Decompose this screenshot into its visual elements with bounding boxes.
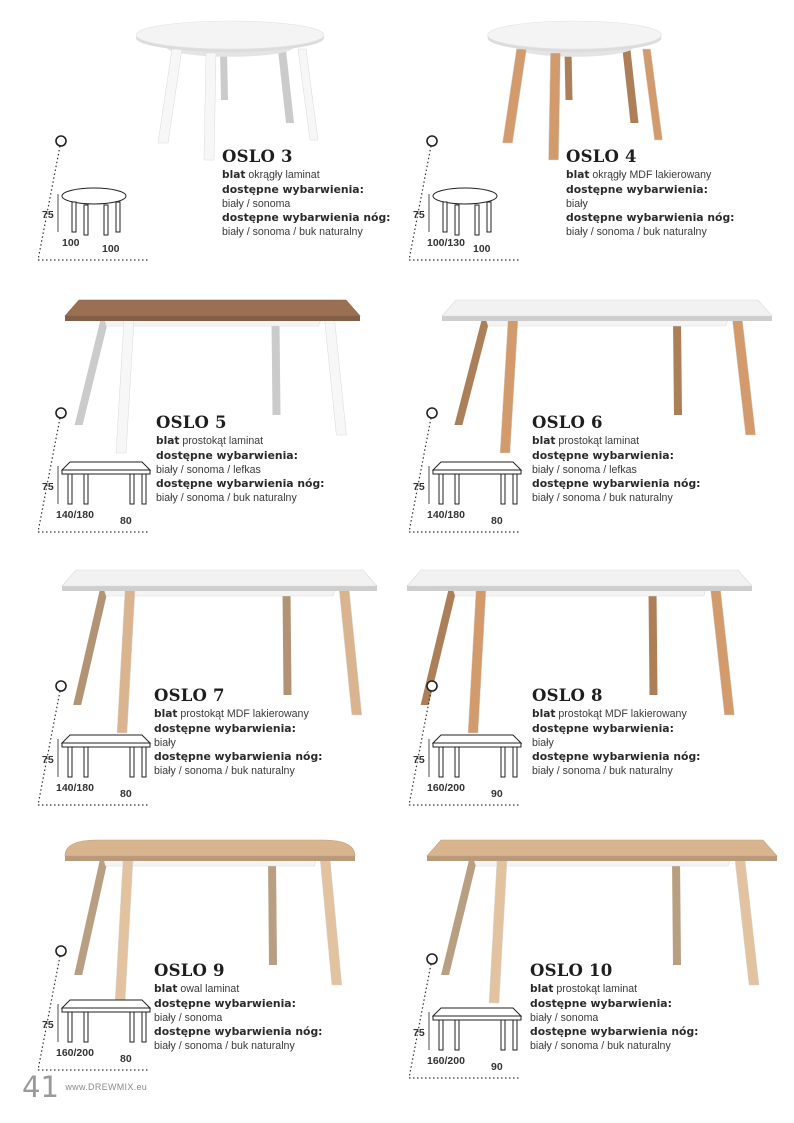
legs-label: dostępne wybarwienia nóg:: [566, 211, 735, 225]
legs-value: biały / sonoma / buk naturalny: [154, 765, 295, 778]
dimension-height: 75: [413, 754, 425, 766]
table-photo: [130, 15, 330, 165]
top-value: prostokąt laminat: [556, 983, 638, 995]
product-info: [154, 686, 384, 778]
table-top-edge: [65, 316, 360, 321]
colors-value: biały / sonoma / lefkas: [156, 463, 261, 476]
product-card: [0, 0, 397, 275]
dimension-width: 160/200: [427, 1055, 465, 1067]
table-leg: [549, 53, 561, 160]
dimension-drawing: [403, 130, 528, 265]
top-label: blat: [154, 983, 178, 995]
legs-label: dostępne wybarwienia nóg:: [154, 1025, 323, 1039]
product-name: OSLO 10: [530, 961, 613, 980]
product-card: [397, 0, 794, 275]
dimension-width: 160/200: [427, 782, 465, 794]
colors-label: dostępne wybarwienia:: [566, 182, 708, 196]
top-label: blat: [532, 435, 556, 447]
colors-label: dostępne wybarwienia:: [156, 448, 298, 462]
product-card: [0, 555, 397, 830]
table-leg: [649, 590, 658, 695]
top-value: prostokąt laminat: [182, 435, 264, 447]
top-description: [156, 435, 386, 448]
table-leg: [268, 860, 277, 965]
table-top: [442, 300, 772, 316]
top-description: [566, 169, 794, 182]
table-leg: [672, 860, 681, 965]
table-sketch-icon: [433, 188, 497, 235]
top-value: owal laminat: [180, 983, 240, 995]
top-label: blat: [532, 708, 556, 720]
top-description: [154, 983, 384, 996]
table-top: [136, 21, 324, 49]
dimension-marker-icon: [427, 136, 437, 146]
product-info: [566, 147, 794, 239]
dimension-marker-icon: [427, 954, 437, 964]
product-card: [397, 830, 794, 1105]
table-leg: [623, 50, 639, 123]
page-number: 41: [22, 1070, 59, 1104]
top-description: [154, 708, 384, 721]
dimension-depth: 100: [102, 243, 120, 255]
table-sketch-icon: [433, 462, 521, 504]
colors-value: biały / sonoma: [222, 197, 291, 210]
dimension-depth: 100: [473, 243, 491, 255]
dimension-width: 100: [62, 237, 80, 249]
product-name: OSLO 7: [154, 686, 225, 705]
product-card: [397, 280, 794, 555]
top-value: okrągły MDF lakierowany: [592, 169, 712, 181]
dimension-drawing: [32, 675, 157, 810]
table-top: [65, 840, 355, 856]
table-top: [65, 300, 360, 316]
table-leg: [272, 320, 281, 415]
dimension-height: 75: [42, 481, 54, 493]
top-value: prostokąt MDF lakierowany: [558, 708, 687, 720]
product-info: [156, 413, 386, 505]
legs-value: biały / sonoma / buk naturalny: [156, 492, 297, 505]
table-top: [427, 840, 777, 856]
dimension-marker-icon: [427, 681, 437, 691]
product-name: OSLO 3: [222, 147, 293, 166]
table-top-edge: [442, 316, 772, 321]
table-leg: [278, 50, 294, 123]
legs-label: dostępne wybarwienia nóg:: [222, 211, 391, 225]
top-label: blat: [222, 169, 246, 181]
product-info: [530, 961, 760, 1053]
legs-value: biały / sonoma / buk naturalny: [222, 226, 363, 239]
colors-label: dostępne wybarwienia:: [530, 996, 672, 1010]
dimension-drawing: [32, 130, 157, 265]
table-sketch-icon: [62, 188, 126, 235]
top-description: [532, 435, 762, 448]
colors-value: biały / sonoma: [154, 1011, 223, 1024]
dimension-marker-icon: [56, 946, 66, 956]
colors-label: dostępne wybarwienia:: [532, 721, 674, 735]
legs-value: biały / sonoma / buk naturalny: [154, 1040, 295, 1053]
legs-label: dostępne wybarwienia nóg:: [530, 1025, 699, 1039]
product-card: [0, 830, 397, 1105]
product-card: [397, 555, 794, 830]
dimension-depth: 80: [491, 515, 503, 527]
dimension-drawing: [403, 675, 528, 810]
table-leg: [643, 49, 663, 140]
legs-value: biały / sonoma / buk naturalny: [532, 765, 673, 778]
product-card: [0, 280, 397, 555]
top-description: [532, 708, 762, 721]
table-leg: [298, 49, 318, 140]
legs-label: dostępne wybarwienia nóg:: [532, 750, 701, 764]
dimension-marker-icon: [56, 681, 66, 691]
top-label: blat: [154, 708, 178, 720]
table-top-edge: [427, 856, 777, 861]
dimension-drawing: [403, 402, 528, 537]
dimension-height: 75: [42, 754, 54, 766]
dimension-guide: [38, 146, 60, 260]
colors-label: dostępne wybarwienia:: [154, 721, 296, 735]
table-top: [488, 21, 662, 49]
table-top-edge: [407, 586, 752, 591]
legs-value: biały / sonoma / buk naturalny: [566, 226, 707, 239]
product-name: OSLO 4: [566, 147, 637, 166]
table-leg: [565, 50, 573, 100]
dimension-drawing: [32, 402, 157, 537]
dimension-width: 140/180: [427, 509, 465, 521]
dimension-depth: 80: [120, 515, 132, 527]
dimension-height: 75: [42, 1019, 54, 1031]
dimension-height: 75: [413, 209, 425, 221]
colors-value: biały: [154, 736, 176, 749]
colors-label: dostępne wybarwienia:: [154, 996, 296, 1010]
dimension-height: 75: [413, 1027, 425, 1039]
table-leg: [158, 49, 182, 143]
table-sketch-icon: [433, 735, 521, 777]
top-value: prostokąt laminat: [558, 435, 640, 447]
top-value: prostokąt MDF lakierowany: [180, 708, 309, 720]
product-name: OSLO 8: [532, 686, 603, 705]
table-sketch-icon: [62, 462, 150, 504]
colors-value: biały / sonoma: [530, 1011, 599, 1024]
dimension-marker-icon: [56, 408, 66, 418]
top-value: okrągły laminat: [248, 169, 320, 181]
top-label: blat: [530, 983, 554, 995]
table-top: [407, 570, 752, 586]
colors-label: dostępne wybarwienia:: [532, 448, 674, 462]
dimension-marker-icon: [427, 408, 437, 418]
table-top: [62, 570, 377, 586]
legs-value: biały / sonoma / buk naturalny: [532, 492, 673, 505]
dimension-height: 75: [413, 481, 425, 493]
top-description: [530, 983, 760, 996]
dimension-width: 140/180: [56, 782, 94, 794]
product-name: OSLO 6: [532, 413, 603, 432]
table-sketch-icon: [62, 1000, 150, 1042]
legs-label: dostępne wybarwienia nóg:: [154, 750, 323, 764]
product-info: [532, 686, 762, 778]
table-leg: [204, 53, 216, 160]
table-leg: [503, 49, 527, 143]
table-leg: [283, 590, 292, 695]
table-leg: [220, 50, 228, 100]
dimension-depth: 80: [120, 1053, 132, 1065]
table-top-edge: [62, 586, 377, 591]
product-name: OSLO 5: [156, 413, 227, 432]
product-info: [532, 413, 762, 505]
colors-value: biały: [532, 736, 554, 749]
legs-label: dostępne wybarwienia nóg:: [156, 477, 325, 491]
product-name: OSLO 9: [154, 961, 225, 980]
table-leg: [673, 320, 682, 415]
dimension-depth: 90: [491, 788, 503, 800]
table-sketch-icon: [62, 735, 150, 777]
dimension-drawing: [32, 940, 157, 1075]
dimension-depth: 80: [120, 788, 132, 800]
dimension-width: 100/130: [427, 237, 465, 249]
dimension-height: 75: [42, 209, 54, 221]
top-label: blat: [156, 435, 180, 447]
dimension-marker-icon: [56, 136, 66, 146]
dimension-drawing: [403, 948, 528, 1083]
website-link[interactable]: www.DREWMIX.eu: [65, 1082, 148, 1092]
dimension-width: 140/180: [56, 509, 94, 521]
top-label: blat: [566, 169, 590, 181]
table-sketch-icon: [433, 1008, 521, 1050]
colors-value: biały / sonoma / lefkas: [532, 463, 637, 476]
colors-value: biały: [566, 197, 588, 210]
legs-label: dostępne wybarwienia nóg:: [532, 477, 701, 491]
legs-value: biały / sonoma / buk naturalny: [530, 1040, 671, 1053]
colors-label: dostępne wybarwienia:: [222, 182, 364, 196]
dimension-depth: 90: [491, 1061, 503, 1073]
dimension-width: 160/200: [56, 1047, 94, 1059]
page-footer: [22, 1070, 147, 1104]
product-info: [154, 961, 384, 1053]
